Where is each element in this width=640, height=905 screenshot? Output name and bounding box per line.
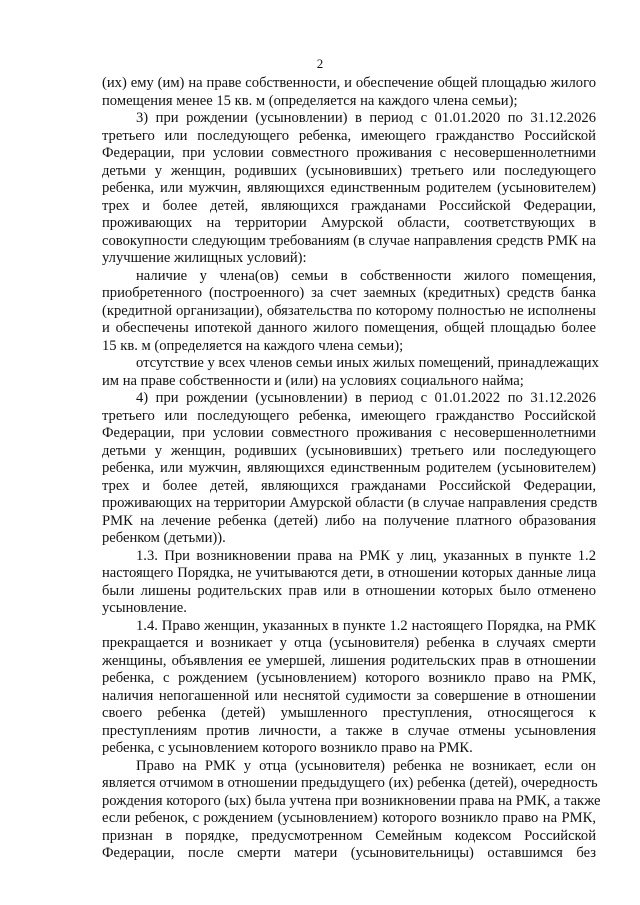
text-line: настоящего Порядка, не учитываются дети, в отношении которых данные лица <box>102 565 596 581</box>
text-line: третьего или последующего ребенка, имеющего гражданство Российской <box>102 407 596 424</box>
text-line: третьего или последующего ребенка, имеющего гражданство Российской <box>102 127 596 144</box>
text-line: 15 кв. м (определяется на каждого члена семьи); <box>102 337 404 354</box>
text-line: трех и более детей, являющихся гражданами Российской Федерации, <box>102 197 596 214</box>
text-line: рождения которого (ых) была учтена при возникновении права на РМК, а также <box>102 792 601 809</box>
text-line: и обеспечены ипотекой данного жилого помещения, общей площадью более <box>102 320 596 336</box>
page-number: 2 <box>316 56 324 71</box>
text-line: им на праве собственности и (или) на условиях социального найма; <box>102 372 524 389</box>
text-line: Право на РМК у отца (усыновителя) ребенка не возникает, если он <box>136 757 596 774</box>
text-line: ребенка, с усыновлением которого возникло право на РМК. <box>102 740 473 756</box>
text-line: (их) ему (им) на праве собственности, и обеспечение общей площадью жилого <box>102 75 596 91</box>
text-line: улучшение жилищных условий): <box>102 250 307 266</box>
text-line: Федерации, после смерти матери (усыновительницы) оставшимся без <box>102 845 596 861</box>
text-line: наличия непогашенной или неснятой судимости за совершение в отношении <box>102 687 596 704</box>
text-line: если ребенок, с рождением (усыновлением) которого возникло право на РМК, <box>102 810 596 826</box>
text-line: 4) при рождении (усыновлении) в период с 01.01.2022 по 31.12.2026 <box>136 390 596 406</box>
text-line: ребенка, или мужчин, являющихся единственным родителем (усыновителем) <box>102 460 596 476</box>
text-line: помещения менее 15 кв. м (определяется на каждого члена семьи); <box>102 92 518 109</box>
text-line: 3) при рождении (усыновлении) в период с 01.01.2020 по 31.12.2026 <box>136 110 596 126</box>
text-line: 1.3. При возникновении права на РМК у лиц, указанных в пункте 1.2 <box>136 547 596 564</box>
text-line: РМК на лечение ребенка (детей) либо на получение платного образования <box>102 512 596 529</box>
text-line: совокупности следующим требованиям (в случае направления средств РМК на <box>102 232 596 249</box>
text-line: проживающих на территории Амурской области, соответствующих в <box>102 215 596 231</box>
text-line: женщины, объявления ее умершей, лишения родительских прав в отношении <box>102 652 596 669</box>
text-line: ребенка, или мужчин, являющихся единственным родителем (усыновителем) <box>102 180 596 196</box>
text-line: признан в порядке, предусмотренном Семейным кодексом Российской <box>102 827 596 844</box>
text-line: ребенка, с рождением (усыновлением) которого возникло право на РМК, <box>102 670 596 686</box>
text-line: приобретенного (построенного) за счет заемных (кредитных) средств банка <box>102 285 596 301</box>
text-line: были лишены родительских прав или в отношении которых было отменено <box>102 582 596 599</box>
document-body <box>102 75 601 863</box>
text-line: своего ребенка (детей) умышленного преступления, относящегося к <box>102 705 596 721</box>
text-line: детьми у женщин, родивших (усыновивших) третьего или последующего <box>102 442 596 459</box>
text-line: усыновление. <box>102 600 187 616</box>
text-line: Федерации, при условии совместного проживания с несовершеннолетними <box>102 425 596 441</box>
text-line: проживающих на территории Амурской области (в случае направления средств <box>102 495 598 511</box>
text-line: отсутствие у всех членов семьи иных жилых помещений, принадлежащих <box>136 355 599 371</box>
text-line: трех и более детей, являющихся гражданами Российской Федерации, <box>102 477 596 494</box>
text-line: является отчимом в отношении предыдущего (их) ребенка (детей), очередность <box>102 775 598 791</box>
text-line: прекращается и возникает у отца (усыновителя) ребенка в случаях смерти <box>102 635 596 651</box>
text-line: ребенком (детьми)). <box>102 530 226 546</box>
text-line: наличие у члена(ов) семьи в собственности жилого помещения, <box>136 267 596 284</box>
text-line: Федерации, при условии совместного проживания с несовершеннолетними <box>102 145 596 161</box>
text-line: 1.4. Право женщин, указанных в пункте 1.2 настоящего Порядка, на РМК <box>136 617 596 634</box>
text-line: (кредитной организации), обязательства по которому полностью не исполнены <box>102 302 596 319</box>
text-line: детьми у женщин, родивших (усыновивших) третьего или последующего <box>102 162 596 179</box>
text-line: преступлениям против личности, а также в случае отмены усыновления <box>102 722 596 739</box>
